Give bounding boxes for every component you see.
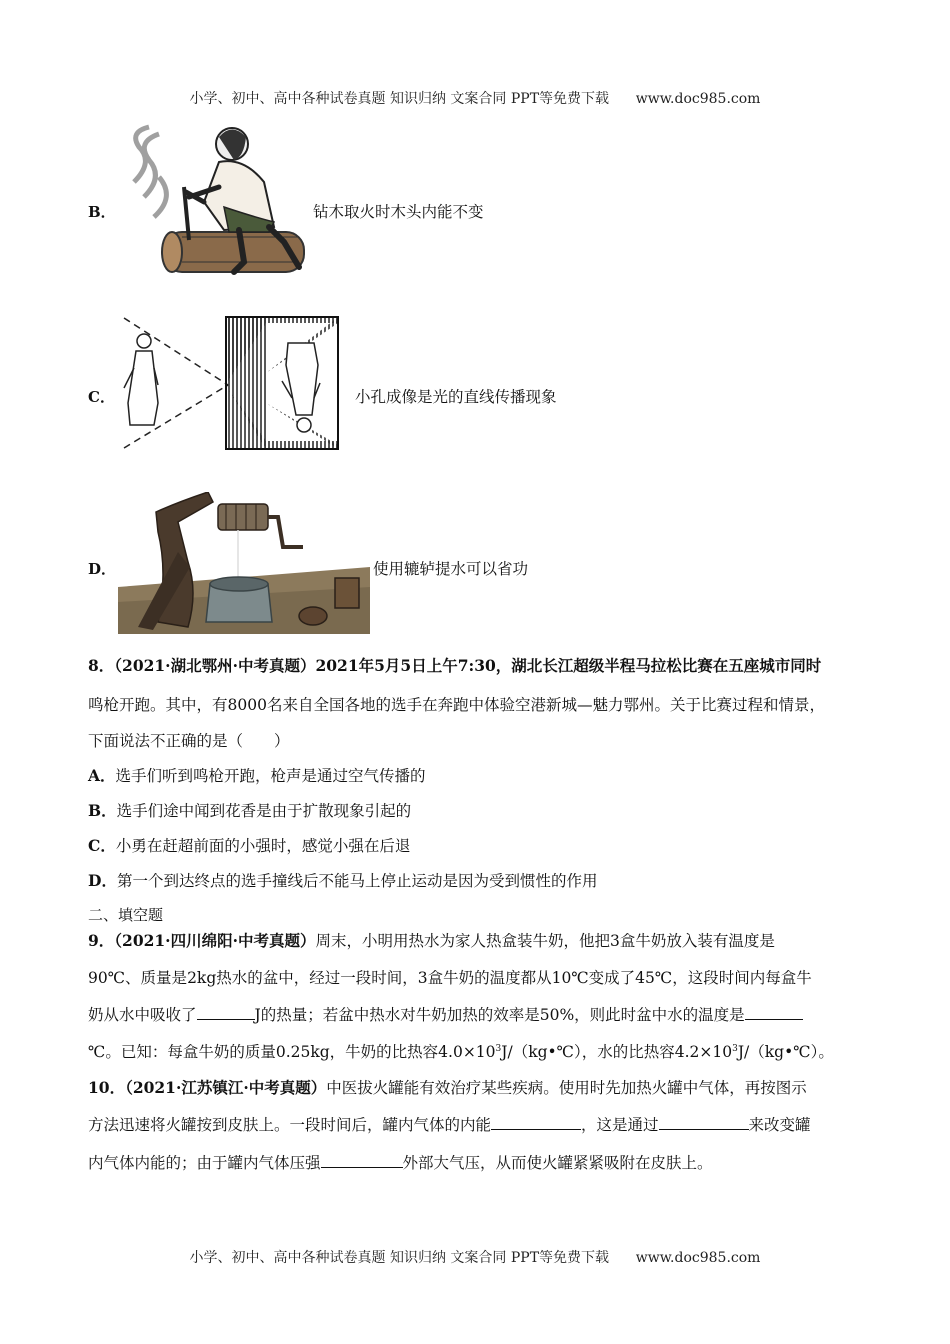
q8-option-a-text: 选手们听到鸣枪开跑，枪声是通过空气传播的	[115, 767, 426, 785]
page-header	[0, 88, 950, 108]
option-b-text: 钻木取火时木头内能不变	[313, 203, 484, 221]
q9-source: （2021·四川绵阳·中考真题）	[114, 931, 316, 950]
section-title: 二、填空题	[88, 906, 164, 924]
q10-number: 10．	[88, 1078, 126, 1097]
q9-line-3	[88, 1003, 803, 1025]
q10-blank-3[interactable]	[321, 1153, 403, 1168]
q8-number: 8．	[88, 656, 115, 675]
option-c-text: 小孔成像是光的直线传播现象	[355, 388, 557, 406]
q10-blank-2[interactable]	[659, 1115, 749, 1130]
q8-option-a-label: A．	[88, 766, 116, 785]
q9-number: 9．	[88, 931, 115, 950]
q8-line-3: 下面说法不正确的是（ ）	[88, 732, 290, 750]
q10-line2-a: 方法迅速将火罐按到皮肤上。一段时间后，罐内气体的内能	[88, 1116, 492, 1134]
page-footer	[0, 1247, 950, 1267]
q10-line3-a: 内气体内能的；由于罐内气体压强	[88, 1154, 321, 1172]
q10-line-1	[88, 1076, 807, 1098]
option-b-label: B．	[88, 203, 116, 221]
q9-line4-c: J/（kg•℃）。	[737, 1043, 834, 1061]
q10-line-3	[88, 1151, 713, 1173]
q10-line2-c: 来改变罐	[748, 1116, 811, 1134]
q9-blank-1[interactable]	[197, 1005, 255, 1020]
q8-option-d	[88, 869, 597, 891]
q9-line4-b: J/（kg•℃），水的比热容4.2×10	[501, 1043, 733, 1061]
q8-line1-text: 2021年5月5日上午7:30，湖北长江超级半程马拉松比赛在五座城市同时	[315, 656, 822, 675]
q9-line4-a: ℃。已知：每盒牛奶的质量0.25kg，牛奶的比热容4.0×10	[88, 1043, 496, 1061]
footer-url[interactable]: www.doc985.com	[635, 1250, 761, 1266]
windlass-well-figure	[118, 492, 370, 634]
q8-option-b-label: B．	[88, 801, 117, 820]
q8-option-b	[88, 799, 411, 821]
q8-line-2: 鸣枪开跑。其中，有8000名来自全国各地的选手在奔跑中体验空港新城—魅力鄂州。关于比赛过程和情景，	[88, 696, 825, 714]
option-d-label: D．	[88, 560, 117, 578]
drilling-wood-fire-figure	[124, 122, 314, 277]
header-text: 小学、初中、高中各种试卷真题 知识归纳 文案合同 PPT等免费下载	[189, 91, 610, 107]
option-d-text: 使用辘轳提水可以省功	[373, 560, 529, 578]
q9-line-4	[88, 1040, 834, 1062]
q8-option-c-text: 小勇在赶超前面的小强时，感觉小强在后退	[115, 837, 411, 855]
q10-line3-b: 外部大气压，从而使火罐紧紧吸附在皮肤上。	[402, 1154, 713, 1172]
q9-line-2: 90℃、质量是2kg热水的盆中，经过一段时间，3盒牛奶的温度都从10℃变成了45℃，这段时间内每盒牛	[88, 969, 812, 987]
footer-text: 小学、初中、高中各种试卷真题 知识归纳 文案合同 PPT等免费下载	[189, 1250, 610, 1266]
q8-option-b-text: 选手们途中闻到花香是由于扩散现象引起的	[116, 802, 412, 820]
q8-option-a	[88, 764, 426, 786]
q9-line1-text: 周末，小明用热水为家人热盒装牛奶，他把3盒牛奶放入装有温度是	[315, 932, 775, 950]
option-c-label: C．	[88, 388, 115, 406]
q8-option-d-text: 第一个到达终点的选手撞线后不能马上停止运动是因为受到惯性的作用	[116, 872, 598, 890]
q10-line-2	[88, 1113, 811, 1135]
q10-blank-1[interactable]	[491, 1115, 581, 1130]
q10-line1-text: 中医拔火罐能有效治疗某些疾病。使用时先加热火罐中气体，再按图示	[326, 1079, 807, 1097]
header-url[interactable]: www.doc985.com	[635, 91, 761, 107]
pinhole-camera-figure	[116, 313, 342, 453]
q9-line3-b: J的热量；若盆中热水对牛奶加热的效率是50%，则此时盆中水的温度是	[254, 1006, 745, 1024]
q8-source: （2021·湖北鄂州·中考真题）	[114, 656, 316, 675]
q8-line-1	[88, 654, 821, 676]
q9-line3-a: 奶从水中吸收了	[88, 1006, 197, 1024]
q10-source: （2021·江苏镇江·中考真题）	[125, 1078, 327, 1097]
q8-option-d-label: D．	[88, 871, 117, 890]
q9-line-1	[88, 929, 775, 951]
q9-blank-2[interactable]	[745, 1005, 803, 1020]
q9-sup-1: 3	[495, 1043, 502, 1054]
q9-sup-2: 3	[732, 1043, 738, 1054]
q10-line2-b: ，这是通过	[581, 1116, 659, 1134]
q8-option-c	[88, 834, 410, 856]
q8-option-c-label: C．	[88, 836, 116, 855]
